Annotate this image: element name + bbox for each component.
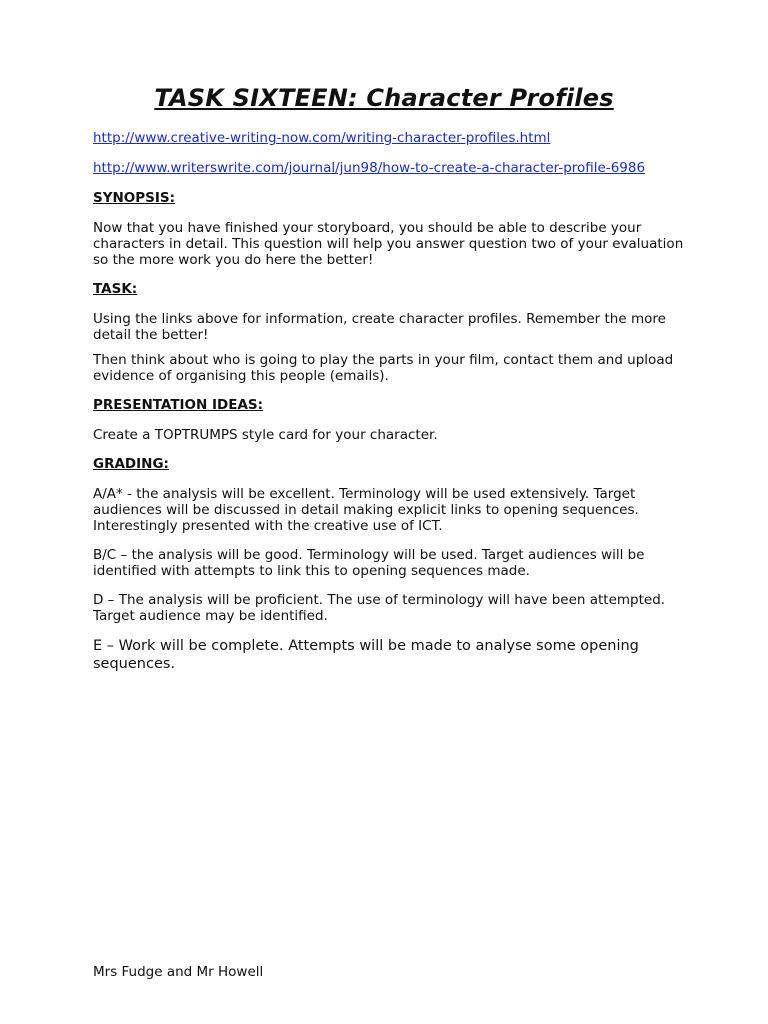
synopsis-heading: SYNOPSIS: (93, 190, 176, 206)
grade-a: A/A* - the analysis will be excellent. Terminology will be used extensively. Target audiences will be discussed in detail making explicit links to opening sequences. Interestingly presented with the creative use of ICT. (93, 486, 639, 534)
task-paragraph-2: Then think about who is going to play the parts in your film, contact them and upload evidence of organising this people (emails). (93, 352, 674, 384)
footer-authors: Mrs Fudge and Mr Howell (93, 964, 264, 980)
grading-heading: GRADING: (93, 456, 169, 472)
grade-e: E – Work will be complete. Attempts will be made to analyse some opening sequences. (93, 638, 639, 672)
task-paragraph-1: Using the links above for information, create character profiles. Remember the more detail the better! (93, 311, 666, 343)
link-writerswrite[interactable]: http://www.writerswrite.com/journal/jun98/how-to-create-a-character-profile-6986 (93, 160, 646, 176)
page-title: TASK SIXTEEN: Character Profiles (154, 84, 614, 112)
presentation-text: Create a TOPTRUMPS style card for your character. (93, 427, 438, 443)
link-creative-writing-now[interactable]: http://www.creative-writing-now.com/writing-character-profiles.html (93, 130, 551, 146)
task-heading: TASK: (93, 281, 138, 297)
synopsis-text: Now that you have finished your storyboard, you should be able to describe your characters in detail. This question will help you answer question two of your evaluation so the more work you do here the better! (93, 220, 684, 268)
presentation-heading: PRESENTATION IDEAS: (93, 397, 264, 413)
document-body (93, 130, 693, 682)
grade-b-c: B/C – the analysis will be good. Terminology will be used. Target audiences will be identified with attempts to link this to opening sequences made. (93, 547, 645, 579)
grade-d: D – The analysis will be proficient. The use of terminology will have been attempted. Target audience may be identified. (93, 592, 666, 624)
